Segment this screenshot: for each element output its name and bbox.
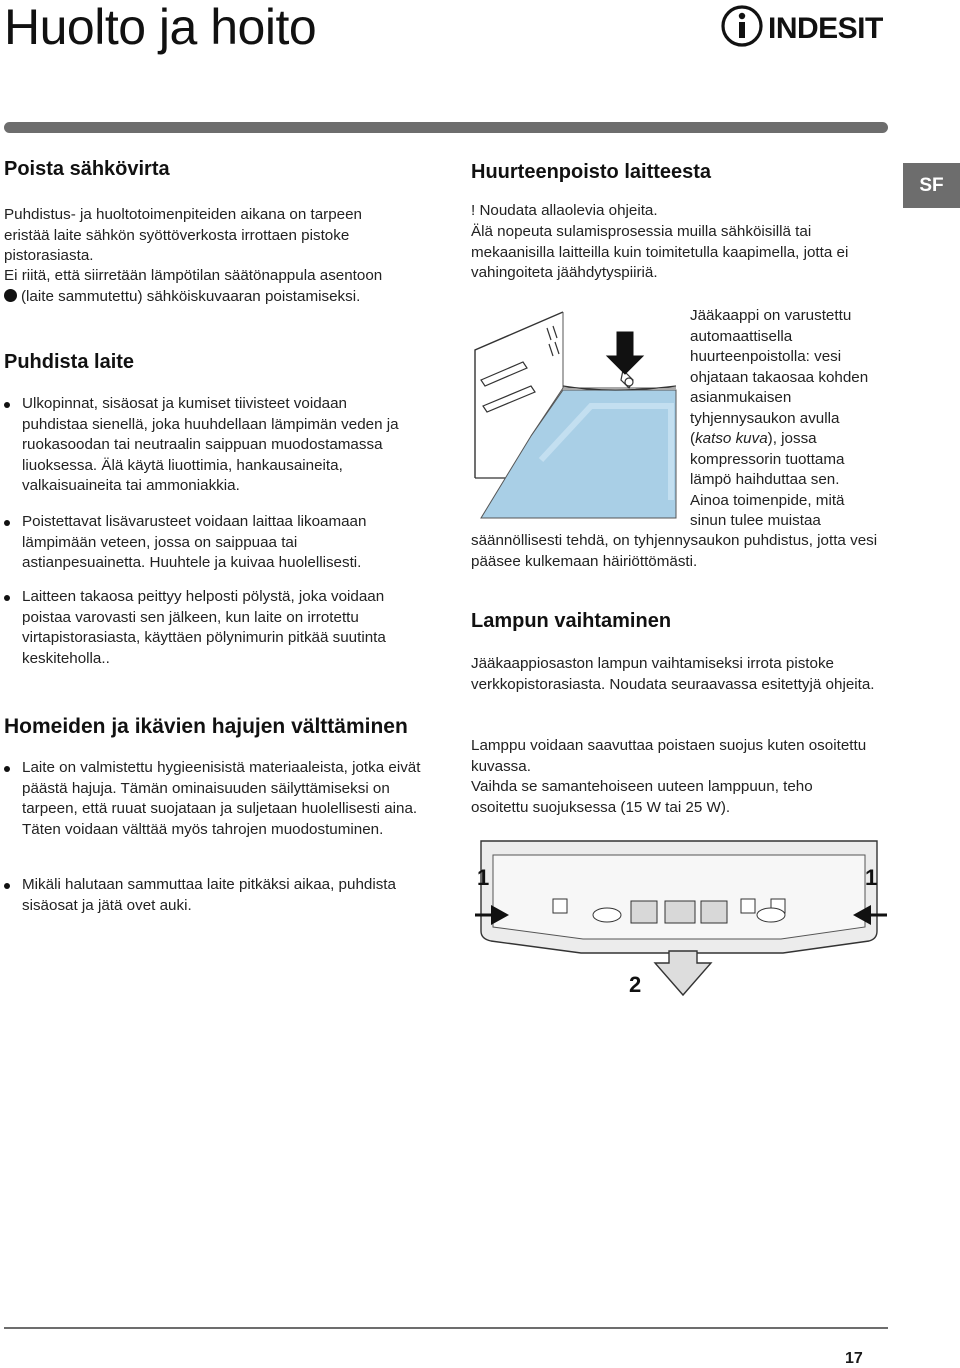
side-line: Jääkaappi on varustettu: [690, 307, 852, 324]
list-item-text: Poistettavat lisävarusteet voidaan laittaa likoamaan lämpimään veteen, jossa on saippuaa tai astianpesuainetta. Huuhtele ja kuivaa huolellisesti.: [22, 513, 367, 571]
bullet-icon: [4, 595, 10, 601]
brand-text: INDESIT: [768, 12, 883, 45]
off-position-symbol-icon: [4, 289, 17, 302]
list-item: [4, 758, 424, 840]
list-item-text: Laite on valmistettu hygieenisistä materiaaleista, jotka eivät päästä hajuja. Tämän ominaisuuden säilyttämiseksi on tarpeen, että ruuat suojataan ja suljetaan huolellisesti aina. Täten voidaan välttää myös tahrojen muodostuminen.: [22, 759, 421, 838]
list-item-text: Mikäli halutaan sammuttaa laite pitkäksi aikaa, puhdista sisäosat ja jätä ovet auki.: [22, 876, 396, 914]
defrost-side-text: [690, 306, 890, 532]
figure-label-1-left: 1: [477, 865, 490, 890]
language-tab: SF: [903, 163, 960, 208]
side-line: ohjataan takaosaa kohden: [690, 368, 869, 386]
list-item: [4, 394, 414, 497]
section-heading-mould: Homeiden ja ikävien hajujen välttäminen: [4, 715, 408, 738]
side-line: asianmukaisen: [690, 389, 792, 406]
figure-label-1-right: 1: [865, 865, 878, 890]
power-paragraph-1: Puhdistus- ja huoltotoimenpiteiden aikana on tarpeen eristää laite sähkön syöttöverkosta irrottaen pistoke pistorasiasta.: [4, 206, 362, 264]
bullet-icon: [4, 766, 10, 772]
side-line: automaattisella: [690, 327, 793, 345]
section-heading-lamp: Lampun vaihtaminen: [471, 610, 672, 632]
list-item: [4, 875, 424, 916]
lamp-paragraph-3: Vaihda se samantehoiseen uuteen lamppuun, teho osoitettu suojuksessa (15 W tai 25 W).: [471, 778, 813, 816]
side-line: sinun tulee muistaa: [690, 512, 821, 529]
defrost-paragraph: Älä nopeuta sulamisprosessia muilla sähköisillä tai mekaanisilla laitteilla kuin toimitetulla kaapimella, jotta ei vahingoiteta jäähdytyspiiriä.: [471, 223, 849, 281]
bullet-icon: [4, 402, 10, 408]
figure-reference: katso kuva: [695, 430, 768, 447]
side-line: kompressorin tuottama: [690, 450, 845, 468]
list-item: [4, 512, 414, 574]
defrost-drain-figure: [471, 310, 681, 528]
power-paragraph-2: [4, 266, 424, 307]
section-heading-clean: Puhdista laite: [4, 351, 135, 373]
list-item-text: Laitteen takaosa peittyy helposti pölystä, joka voidaan poistaa varovasti sen jälkeen, kun laite on irrotettu virtapistorasiasta, käyttäen pölynimurin pitkää suutinta keskiteholla..: [22, 588, 386, 667]
section-heading-defrost: Huurteenpoisto laitteesta: [471, 161, 712, 183]
side-line: huurteenpoistolla: vesi: [690, 348, 842, 365]
section-heading-power: Poista sähkövirta: [4, 158, 170, 180]
footer-rule: [4, 1327, 888, 1329]
side-line-rest: ), jossa: [767, 430, 817, 447]
lamp-cover-figure: [471, 835, 891, 1005]
brand-logo: [720, 2, 890, 50]
header-rule: [4, 122, 888, 133]
page-number: 17: [845, 1350, 863, 1367]
side-line: lämpö haihduttaa sen.: [690, 471, 840, 488]
bullet-icon: [4, 520, 10, 526]
power-paragraph-2b: (laite sammutettu) sähköiskuvaaran poistamiseksi.: [21, 287, 361, 305]
list-item: [4, 587, 414, 669]
power-paragraph-2a: Ei riitä, että siirretään lämpötilan säätönappula asentoon: [4, 267, 383, 284]
lamp-paragraph-2: Lamppu voidaan saavuttaa poistaen suojus kuten osoitettu kuvassa.: [471, 737, 867, 775]
defrost-tail-paragraph: säännöllisesti tehdä, on tyhjennysaukon puhdistus, jotta vesi pääsee kulkemaan häiriöttömästi.: [471, 532, 878, 570]
page-title: Huolto ja hoito: [4, 0, 317, 55]
side-line: tyhjennysaukon avulla: [690, 409, 840, 427]
lamp-paragraph-1: Jääkaappiosaston lampun vaihtamiseksi irrota pistoke verkkopistorasiasta. Noudata seuraavassa esitettyjä ohjeita.: [471, 655, 875, 693]
side-line: (katso kuva), jossa: [690, 430, 817, 447]
figure-label-2: 2: [629, 972, 642, 997]
side-line: Ainoa toimenpide, mitä: [690, 491, 845, 509]
bullet-icon: [4, 883, 10, 889]
list-item-text: Ulkopinnat, sisäosat ja kumiset tiivisteet voidaan puhdistaa sienellä, joka huuhdellaan lämpimän veden ja ruokasoodan tai neutraalin saippuan muodostamassa liuoksessa. Älä käytä liuottimia, hankausaineita, valkaisuaineita tai ammoniakkia.: [22, 395, 399, 494]
defrost-note: ! Noudata allaolevia ohjeita.: [471, 202, 658, 219]
